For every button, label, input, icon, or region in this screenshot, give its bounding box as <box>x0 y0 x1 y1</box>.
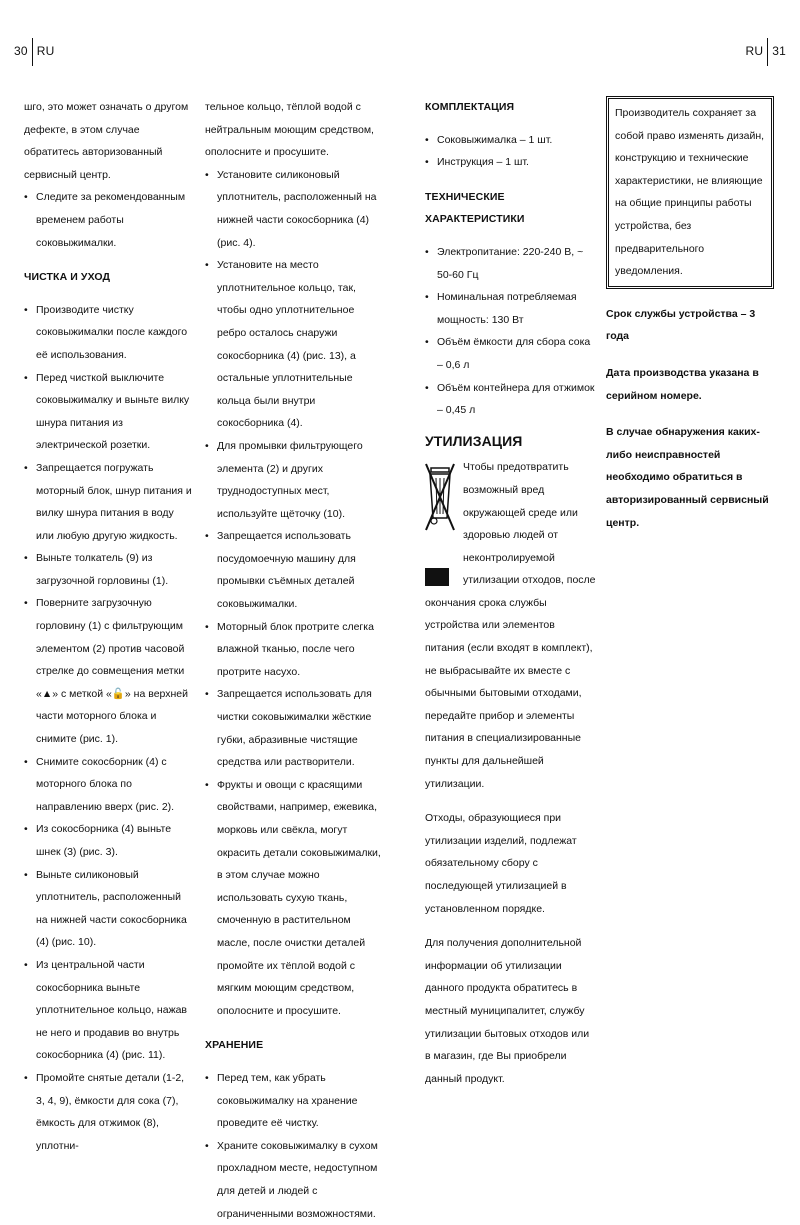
list-item: • Номинальная потребляемая мощность: 130 Вт <box>425 286 597 331</box>
continued-paragraph: тельное кольцо, тёплой водой с нейтральным моющим средством, ополосните и просушите. <box>205 101 374 159</box>
column-2 <box>205 96 385 1225</box>
list-item: • Соковыжималка – 1 шт. <box>425 129 597 152</box>
intro-list <box>24 186 192 254</box>
manufacturer-notice-box <box>606 96 774 289</box>
list-item: • Электропитание: 220-240 В, ~ 50-60 Гц <box>425 241 597 286</box>
list-item: • Установите на место уплотнительное кольцо, так, чтобы одно уплотнительное ребро осталось снаружи сокосборника (4) (рис. 13), а остальные уплотнительные кольца были внутри сокосборника (4). <box>205 254 385 435</box>
left-page-header <box>14 38 54 66</box>
cleaning-list-continued <box>205 164 385 1023</box>
list-item: • Производите чистку соковыжималки после каждого её использования. <box>24 299 192 367</box>
section-heading-disposal: УТИЛИЗАЦИЯ <box>425 432 523 449</box>
weee-bar-icon <box>425 568 449 586</box>
storage-list <box>205 1067 385 1225</box>
crossed-bin-icon <box>425 458 455 588</box>
section-heading-specs: ТЕХНИЧЕСКИЕ ХАРАКТЕРИСТИКИ <box>425 190 525 226</box>
list-item: • Выньте силиконовый уплотнитель, расположенный на нижней части сокосборника (4) (рис. 10). <box>24 864 192 954</box>
list-item: • Промойте снятые детали (1-2, 3, 4, 9), ёмкости для сока (7), ёмкость для отжимок (8), уплотни- <box>24 1067 192 1157</box>
list-item: • Перед чисткой выключите соковыжималку и выньте вилку шнура питания из электрической розетки. <box>24 367 192 457</box>
continued-paragraph: шго, это может означать о другом дефекте, в этом случае обратитесь авторизованный сервисный центр. <box>24 101 189 181</box>
cleaning-list <box>24 299 192 1158</box>
disposal-paragraph: Чтобы предотвратить возможный вред окружающей среде или здоровью людей от неконтролируемой утилизации отходов, после окончания срока службы устройства или элементов питания (если входят в комплект), не выбрасывайте их вместе с обычными бытовыми отходами, передайте прибор и элементы питания в специализированные пункты для дальнейшей утилизации. <box>425 461 596 790</box>
list-item: • Из сокосборника (4) выньте шнек (3) (рис. 3). <box>24 818 192 863</box>
column-1 <box>24 96 192 1157</box>
manufacturer-notice: Производитель сохраняет за собой право изменять дизайн, конструкцию и технические характеристики, не влияющие на общие принципы работы устройства, без предварительного уведомления. <box>615 107 765 278</box>
list-item: • Моторный блок протрите слегка влажной тканью, после чего протрите насухо. <box>205 616 385 684</box>
defect-notice: В случае обнаружения каких-либо неисправностей необходимо обратиться в авторизированный сервисный центр. <box>606 426 769 529</box>
list-item: • Объём ёмкости для сбора сока – 0,6 л <box>425 331 597 376</box>
disposal-paragraph-2: Отходы, образующиеся при утилизации изделий, подлежат обязательному сбору с последующей утилизацией в установленном порядке. <box>425 812 577 915</box>
right-page-number: 31 <box>772 44 786 59</box>
spec-list <box>425 241 597 422</box>
list-item: • Снимите сокосборник (4) с моторного блока по направлению вверх (рис. 2). <box>24 751 192 819</box>
disposal-block <box>425 456 597 795</box>
left-page-number: 30 <box>14 44 28 59</box>
column-3 <box>425 96 597 1090</box>
list-item: • Перед тем, как убрать соковыжималку на хранение проведите её чистку. <box>205 1067 385 1135</box>
list-item: • Фрукты и овощи с красящими свойствами, например, ежевика, морковь или свёкла, могут окрасить детали соковыжималки, в этом случае можно использовать сухую ткань, смоченную в растительном масле, после очистки деталей промойте их тёплой водой с мягким моющим средством, ополосните и просушите. <box>205 774 385 1023</box>
section-heading-kit: КОМПЛЕКТАЦИЯ <box>425 101 515 113</box>
right-page-header <box>746 38 786 66</box>
column-4 <box>606 96 774 534</box>
list-item: • Установите силиконовый уплотнитель, расположенный на нижней части сокосборника (4) (рис. 4). <box>205 164 385 254</box>
disposal-paragraph-3: Для получения дополнительной информации об утилизации данного продукта обратитесь в местный муниципалитет, службу утилизации бытовых отходов или в магазин, где Вы приобрели данный продукт. <box>425 937 590 1085</box>
list-item: • Храните соковыжималку в сухом прохладном месте, недоступном для детей и людей с ограниченными возможностями. <box>205 1135 385 1225</box>
service-life: Срок службы устройства – 3 года <box>606 307 756 343</box>
production-date-note: Дата производства указана в серийном номере. <box>606 366 759 402</box>
list-item: • Для промывки фильтрующего элемента (2) и других труднодоступных мест, используйте щёточку (10). <box>205 435 385 525</box>
kit-list <box>425 129 597 174</box>
right-language-code: RU <box>745 44 764 59</box>
list-item: • Объём контейнера для отжимок – 0,45 л <box>425 377 597 422</box>
list-item: • Инструкция – 1 шт. <box>425 151 597 174</box>
list-item: • Поверните загрузочную горловину (1) с фильтрующим элементом (2) против часовой стрелке до совмещения метки «▲» с меткой «🔓» на верхней части моторного блока и снимите (рис. 1). <box>24 592 192 750</box>
list-item: • Запрещается погружать моторный блок, шнур питания и вилку шнура питания в воду или любую другую жидкость. <box>24 457 192 547</box>
left-language-code: RU <box>36 44 55 59</box>
list-item: • Из центральной части сокосборника выньте уплотнительное кольцо, нажав не него и продавив во внутрь сокосборника (4) (рис. 11). <box>24 954 192 1067</box>
section-heading-cleaning: ЧИСТКА И УХОД <box>24 271 111 284</box>
list-item: • Следите за рекомендованным временем работы соковыжималки. <box>24 186 192 254</box>
list-item: • Выньте толкатель (9) из загрузочной горловины (1). <box>24 547 192 592</box>
header-divider <box>767 38 768 66</box>
header-divider <box>32 38 33 66</box>
section-heading-storage: ХРАНЕНИЕ <box>205 1039 264 1052</box>
list-item: • Запрещается использовать для чистки соковыжималки жёсткие губки, абразивные чистящие средства или растворители. <box>205 683 385 773</box>
list-item: • Запрещается использовать посудомоечную машину для промывки съёмных деталей соковыжималки. <box>205 525 385 615</box>
